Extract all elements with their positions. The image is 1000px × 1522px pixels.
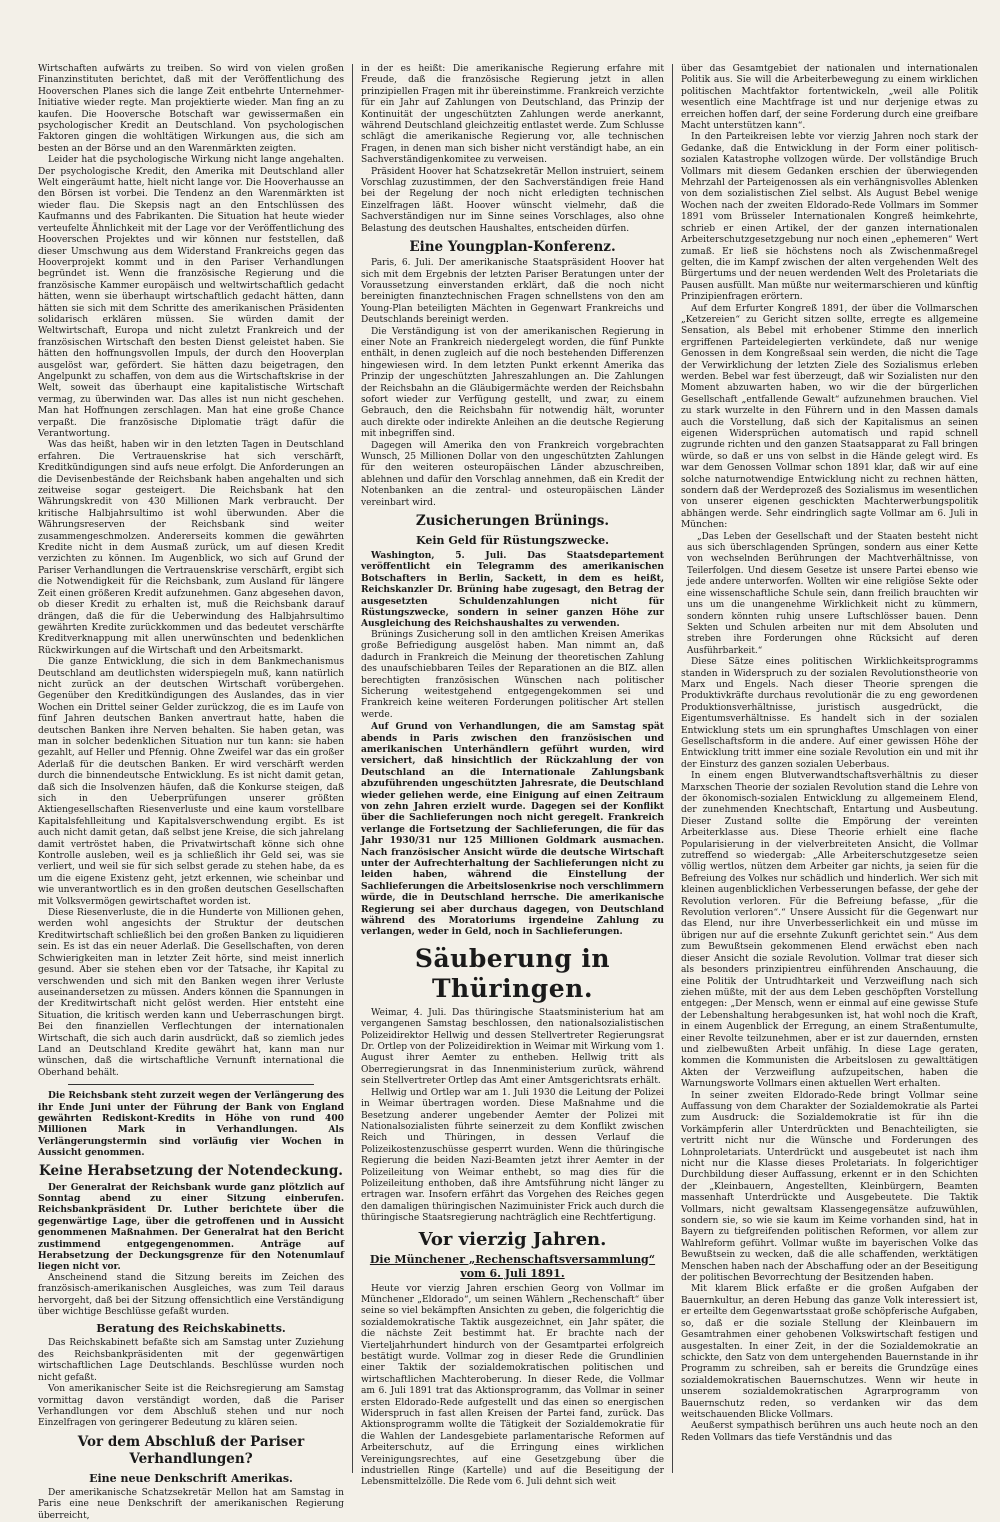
article-paragraph: Wirtschaften aufwärts zu treiben. So wird von vielen großen Finanzinstituten berichtet, daß mit der Veröffentlichung des Hooverschen Planes sich die lange Zeit entbehrte Unternehmer-Initiative wieder regte. Man projektierte wieder. Man fing an zu kaufen. Die Hooversche Botschaft war gewissermaßen ein psychologischer Kredit an Deutschland. Von psychologischen Faktoren gingen die wohltätigen Wirkungen aus, die sich am besten an der Börse und an den Warenmärkten zeigten.	[38, 64, 344, 154]
article-paragraph: Hellwig und Ortlep war am 1. Juli 1930 die Leitung der Polizei in Weimar übertragen worden. Diese Maßnahme und die Besetzung anderer ungebender Aemter der Polizei mit Nationalsozialisten führte seinerzeit zu dem Konflikt zwischen Reich und Thüringen, in dessen Verlauf die Polizeikostenzuschüsse gesperrt wurden. Wenn die thüringische Regierung die beiden Nazi-Beamten jetzt ihrer Aemter in der Polizeileitung von Weimar enthebt, so mag dies für die Polizeileitung enthoben, daß ihre Amtsführung nicht länger zu ertragen war. Insofern erfährt das Vorgehen des Reiches gegen den damaligen thüringischen Nazimuinister Frick auch durch die thüringische Staatsregierung nachträglich eine Rechtfertigung.	[361, 1087, 664, 1224]
divider	[68, 1084, 314, 1085]
article-paragraph: Was das heißt, haben wir in den letzten Tagen in Deutschland erfahren. Die Vertrauenskrise hat sich verschärft, Kreditkündigungen sind aufs neue erfolgt. Die Anforderungen an die Devisenbestände der Reichsbank haben angehalten und sich zeitweise sogar gesteigert. Die Reichsbank hat den Währungskredit von 430 Millionen Mark verbraucht. Der kritische Halbjahrsultimo ist wohl überwunden. Aber die Währungsreserven der Reichsbank sind weiter zusammengeschmolzen. Andererseits kommen die gewährten Kredite nicht in dem Ausmaß zurück, um auf diesen Kredit verzichten zu können. Im Augenblick, wo sich auf Grund der Pariser Verhandlungen die Vertrauenskrise verschärft, ergibt sich die Notwendigkeit für die Reichsbank, zum Ausland für längere Zeit einen größeren Kredit aufzunehmen. Ganz abgesehen davon, ob dieser Kredit zu erhalten ist, muß die Reichsbank darauf drängen, daß die für die Ueberwindung des Halbjahrsultimo gewährten Kredite zurückkommen und das bedeutet verschärfte Kreditverknappung mit allen unerwünschten und bedenklichen Rückwirkungen auf die Wirtschaft und den Arbeitsmarkt.	[38, 440, 344, 656]
article-paragraph: Dagegen will Amerika den von Frankreich vorgebrachten Wunsch, 25 Millionen Dollar von den ungeschützten Zahlungen für den weiteren osteuropäischen Länder abzuschreiben, ablehnen und dafür den Vorschlag annehmen, daß ein Kredit der Notenbanken an die zentral- und osteuropäischen Länder vereinbart wird.	[361, 440, 664, 508]
headline-pariser-verhandlungen: Vor dem Abschluß der Pariser Verhandlungen?	[77, 1433, 305, 1467]
article-paragraph: über das Gesamtgebiet der nationalen und internationalen Politik aus. Sie will die Arbeiterbewegung zu einem wirklichen politischen Machtfaktor fortentwickeln, „weil alle Politik wesentlich eine Machtfrage ist und nur derjenige etwas zu erreichen hoffen darf, der seine Forderung durch eine greifbare Macht unterstützen kann“.	[681, 64, 978, 132]
article-paragraph: Die Reichsbank steht zurzeit wegen der Verlängerung des ihr Ende Juni unter der Führung der Bank von England gewährten Rediskont-Kredits in Höhe von rund 400 Millionen Mark in Verhandlungen. Als Verlängerungstermin sind vorläufig vier Wochen in Aussicht genommen.	[38, 1090, 344, 1159]
headline-saeuberung: Säuberung in Thüringen.	[414, 943, 611, 1003]
headline-bruening: Zusicherungen Brünings.	[415, 513, 610, 530]
article-paragraph: In den Parteikreisen lebte vor vierzig Jahren noch stark der Gedanke, daß die Entwicklung in der Form einer politisch-sozialen Katastrophe vollzogen würde. Der vollständige Bruch Vollmars mit diesem Gedanken erschien der überwiegenden Mehrzahl der Parteigenossen als ein verhängnisvolles Ablenken von dem sozialistischen Ziel selbst. Als August Bebel wenige Wochen nach der zweiten Eldorado-Rede Vollmars im Sommer 1891 vom Brüsseler Internationalen Kongreß heimkehrte, schrieb er einen Artikel, der der ganzen internationalen Arbeiterschutzgesetzgebung nur noch einen „ephemeren“ Wert zumaß. Er ließ sie höchstens noch als Zwischenmaßregel gelten, die im Kampf zwischen der alten vergehenden Welt des Bürgertums und der neuen werdenden Welt des Proletariats die Pausen ausfüllt. Man müßte nur weitermarschieren und künftig Prinzipienfragen erörtern.	[681, 132, 978, 303]
article-paragraph: Diese Sätze eines politischen Wirklichkeitsprogramms standen in Widerspruch zu der sozialen Revolutionstheorie von Marx und Engels. Nach dieser Theorie sprengen die Produktivkräfte durchaus revolutionär die zu eng gewordenen Produktionsverhältnisse, juristisch ausgedrückt, die Eigentumsverhältnisse. Es handelt sich in der sozialen Entwicklung stets um ein sprunghaftes Umschlagen von einer Gesellschaftsform in die andere. Auf einer gewissen Höhe der Entwicklung tritt immer eine soziale Revolution ein und mit ihr der Einsturz des ganzen sozialen Ueberbaus.	[681, 657, 978, 770]
article-paragraph: In seiner zweiten Eldorado-Rede bringt Vollmar seine Auffassung von dem Charakter der Sozialdemokratie als Partei zum Ausdruck: die Sozialdemokratie ist für ihn die Vorkämpferin aller Unterdrückten und Benachteiligten, sie vertritt nicht nur die Wünsche und Forderungen des Lohnproletariats. Unterdrückt und ausgebeutet ist nach ihm nicht nur die Klasse dieses Proletariats. In folgerichtiger Durchbildung dieser Auffassung, erkennt er in den Schichten der „Kleinbauern, Angestellten, Kleinbürgern, Beamten massenhaft Unterdrückte und Ausgebeutete. Die Taktik Vollmars, nicht gewaltsam Klassengegensätze aufzuwühlen, sondern sie, so wie sie kaum im Keime vorhanden sind, hat in Bayern zu tiefgreifenden politischen Reformen, vor allem zur Wahlreform geführt. Vollmar wußte im bayerischen Volke das Bewußtsein zu wecken, daß die alle schaffenden, werktätigen Menschen haben nach der Abschaffung oder an der Beseitigung der politischen Bevorrechtung der Besitzenden haben.	[681, 1090, 978, 1284]
article-paragraph: Heute vor vierzig Jahren erschien Georg von Vollmar im Münchener „Eldorado“, um seinen Wählern „Rechenschaft“ über seine so viel bekämpften Ansichten zu geben, die folgerichtig die sozialdemokratische Taktik ausgezeichnet, ein Jahr später, die die nächste Zeit bestimmt hat. Er brachte nach der Vierteljahrhundert hindurch von der Gesamtpartei erfolgreich bestätigt wurde. Vollmar zog in dieser Rede die Grundlinien einer Taktik der sozialdemokratischen politischen und wirtschaftlichen Machteroberung. In dieser Rede, die Vollmar am 6. Juli 1891 trat das Aktionsprogramm, das Vollmar in seiner ersten Eldorado-Rede aufgestellt und das einen so energischen Widerspruch in fast allen Kreisen der Partei fand, zurück. Das Aktionsprogramm wollte die Tätigkeit der Sozialdemokratie für die Wahlen der Landesgebiete parlamentarische Reformen auf Arbeiterschutz, auf die Erringung eines wirklichen Vereinigungsrechtes, auf eine Gesetzgebung über die industriellen Ringe (Kartelle) und auf die Beseitigung der Lebensmittelzölle. Die Rede vom 6. Juli dehnt sich weit	[361, 1283, 664, 1488]
headline-youngplan: Eine Youngplan-Konferenz.	[409, 239, 616, 256]
headline-vor-vierzig-jahren: Vor vierzig Jahren.	[418, 1228, 607, 1250]
article-paragraph: Präsident Hoover hat Schatzsekretär Mellon instruiert, seinem Vorschlag zuzustimmen, der den Sachverständigen freie Hand bei der Regelung der noch nicht erledigten technischen Einzelfragen läßt. Hoover wünscht vielmehr, daß die Sachverständigen nur im Sinne seines Vorschlages, also ohne Belastung des deutschen Haushaltes, entscheiden dürfen.	[361, 166, 664, 234]
article-paragraph: in der es heißt: Die amerikanische Regierung erfahre mit Freude, daß die französische Regierung jetzt in allen prinzipiellen Fragen mit ihr übereinstimme. Frankreich verzichte für ein Jahr auf Zahlungen von Deutschland, das Prinzip der Kontinuität der ungeschützten Zahlungen werde anerkannt, während Deutschland gleichzeitig entlastet werde. Zum Schlusse schlägt die amerikanische Regierung vor, alle technischen Fragen, in denen man sich bisher nicht verständigt habe, an ein Sachverständigenkomitee zu verweisen.	[361, 64, 664, 166]
article-paragraph: Der amerikanische Schatzsekretär Mellon hat am Samstag in Paris eine neue Denkschrift der amerikanischen Regierung überreicht,	[38, 1487, 344, 1521]
article-paragraph: Brünings Zusicherung soll in den amtlichen Kreisen Amerikas große Befriedigung ausgelöst haben. Man nimmt an, daß dadurch in Frankreich die Meinung der theoretischen Zahlung des unaufschiebbaren Teiles der Reparationen an die BIZ. allen berechtigten französischen Wünschen nach politischer Sicherung weitestgehend entgegengekommen sei und Frankreich keine weiteren Forderungen politischer Art stellen werde.	[361, 629, 664, 720]
article-paragraph: Auf Grund von Verhandlungen, die am Samstag spät abends in Paris zwischen den französischen und amerikanischen Unterhändlern geführt wurden, wird versichert, daß hinsichtlich der Rückzahlung der von Deutschland an die Internationale Zahlungsbank abzuführenden ungeschützten Jahresrate, die Deutschland wieder geliehen werde, eine Einigung auf einen Zeitraum von zehn Jahren erzielt wurde. Dagegen sei der Konflikt über die Sachlieferungen noch nicht geregelt. Frankreich verlange die Fortsetzung der Sachlieferungen, die für das Jahr 1930/31 nur 125 Millionen Goldmark ausmachen. Nach französischer Ansicht würde die deutsche Wirtschaft unter der Aufrechterhaltung der Sachlieferungen nicht zu leiden haben, während die Einstellung der Sachlieferungen die Arbeitslosenkrise noch verschlimmern würde, die in Deutschland herrsche. Die amerikanische Regierung sei aber durchaus dagegen, von Deutschland während des Moratoriums irgendeine Zahlung zu verlangen, weder in Geld, noch in Sachlieferungen.	[361, 721, 664, 938]
column-right	[672, 64, 986, 1473]
article-paragraph: Diese Riesenverluste, die in die Hunderte von Millionen gehen, werden wohl angesichts der Struktur der deutschen Kreditwirtschaft schließlich bei den großen Banken zu liquidieren sein. Es ist das ein neuer Aderlaß. Die Gesellschaften, von deren Schwierigkeiten man in letzter Zeit hörte, sind meist innerlich gesund. Aber sie stehen eben vor der Tatsache, ihr Kapital zu verschwenden und sich mit den Banken wegen ihrer Verluste auseinandersetzen zu müssen. Anders können die Spannungen in der Kreditwirtschaft nicht gelöst werden. Hier entsteht eine Situation, die kritisch werden kann und Ueberraschungen birgt. Bei den finanziellen Verflechtungen der internationalen Wirtschaft, die sich auch darin ausdrückt, daß so ziemlich jedes Land an Deutschland Kredite gewährt hat, kann man nur wünschen, daß die wirtschaftliche Vernunft international die Oberhand behält.	[38, 908, 344, 1078]
article-paragraph: Die ganze Entwicklung, die sich in dem Bankmechanismus Deutschland am deutlichsten widerspiegeln muß, kann natürlich nicht zurück an der deutschen Wirtschaft vorübergehen. Gegenüber den Kreditkündigungen des Auslandes, das in vier Wochen ein Drittel seiner Gelder zurückzog, die es im Laufe von fünf Jahren deutschen Banken anvertraut hatte, haben die deutschen Banken ihre Nerven behalten. Sie haben getan, was man in solcher bedenklichen Situation nur tun kann: sie haben gezahlt, auf Heller und Pfennig. Ohne Zweifel war das ein großer Aderlaß für die deutschen Banken. Er wird verschärft werden durch die binnendeutsche Entwicklung. Es ist nicht damit getan, daß sich die Insolvenzen häufen, daß die Konkurse steigen, daß sich in den Ueberprüfungen unserer größten Aktiengesellschaften Riesenverluste und eine kaum vorstellbare Kapitalsfehlleitung und Kapitalsverschwendung ergibt. Es ist auch nicht damit getan, daß selbst jene Kreise, die sich jahrelang damit vertröstet haben, die Privatwirtschaft könne sich ohne Kontrolle ausleben, weil es ja schließlich ihr Geld sei, was sie verliert, und weil sie für sich selbst gerade zu stehen habe, da es um die eigene Existenz geht, jetzt erkennen, wie scheinbar und wie unverantwortlich es in den großen deutschen Gesellschaften mit Volksvermögen gewirtschaftet worden ist.	[38, 657, 344, 907]
article-paragraph: Auf dem Erfurter Kongreß 1891, der über die Vollmarschen „Ketzereien“ zu Gericht sitzen sollte, erregte es allgemeine Sensation, als Bebel mit erhobener Stimme den innerlich ergriffenen Parteidelegierten verkündete, daß nur wenige Genossen in dem Kongreßsaal sein werden, die nicht die Tage der Verwirklichung der letzten Ziele des Sozialismus erleben werden. Bebel war fest überzeugt, daß wir Sozialisten nur den Moment abzuwarten haben, wo wir die der bürgerlichen Gesellschaft „entfallende Gewalt“ aufzunehmen brauchen. Viel zu stark wurzelte in den Führern und in den Massen damals auch die Vorstellung, daß sich der Kapitalismus an seinen eigenen Widersprüchen automatisch und rapid schnell zugrunde richten und den ganzen Staatsapparat zu Fall bringen würde, so daß er uns von selbst in die Hände gelegt wird. Es war dem Genossen Vollmar schon 1891 klar, daß wir auf eine solche naturnotwendige Entwicklung nicht zu rechnen hätten, sondern daß der Werdeprozeß des Sozialismus im wesentlichen von unserer eigenen geschickten Machterwerbungspolitik abhängen werde. Sehr eindringlich sagte Vollmar am 6. Juli in München:	[681, 303, 978, 531]
article-paragraph: Anscheinend stand die Sitzung bereits im Zeichen des französisch-amerikanischen Ausgleiches, was zum Teil daraus hervorgeht, daß bei der Sitzung offensichtlich eine Verständigung über wichtige Beschlüsse gefaßt wurden.	[38, 1272, 344, 1318]
article-paragraph: In einem engen Blutverwandtschaftsverhältnis zu dieser Marxschen Theorie der sozialen Revolution stand die Lehre von der ökonomisch-sozialen Entwicklung zu allgemeinem Elend, der zunehmenden Knechtschaft, Entartung und Ausbeutung. Dieser Zustand sollte die Empörung der vereinten Arbeiterklasse aus. Diese Theorie erhielt eine flache Popularisierung in der vielverbreiteten Ansicht, die Vollmar zutreffend so wiedergab: „Alle Arbeiterschutzgesetze seien völlig wertlos, nützen dem Arbeiter gar nichts, ja seien für die Befreiung des Volkes nur schädlich und hinderlich. Wer sich mit kleinen augenblicklichen Verbesserungen befasse, der gehe der Revolution verloren. Für die Befreiung befasse, „für die Revolution verloren“.“ Unsere Aussicht für die Gegenwart nur das Elend, nur ihre Unverbesserlichkeit ein und müsse im übrigen nur auf die ersehnte Zukunft gerichtet sein.“ Aus dem zum Bewußtsein gekommenen Elend erwächst eben nach dieser Ansicht die soziale Revolution. Vollmar trat dieser sich als besonders prinzipientreu einführenden Anschauung, die eine Politik der Untrudhtarkeit und Verzweiflung nach sich ziehen müßte, mit der aus dem Leben geschöpften Vorstellung entgegen: „Der Mensch, wenn er einmal auf eine gewisse Stufe der Lebenshaltung herabgesunken ist, hat wohl noch die Kraft, in einem Augenblick der Erregung, an einem Straßentumulte, einer Revolte teilzunehmen, aber er ist zur dauernden, ernsten und zielbewußten Arbeit unfähig. In diese Lage geraten, kommen die Kommunisten die Arbeitslosen zu gewalttätigen Akten der Verzweiflung aufzupeitschen, haben die Warnungsworte Vollmars einen aktuellen Wert erhalten.	[681, 771, 978, 1090]
article-paragraph: Aeußerst sympathisch berühren uns auch heute noch an den Reden Vollmars das tiefe Verständnis und das	[681, 1421, 978, 1443]
article-paragraph: Die Verständigung ist von der amerikanischen Regierung in einer Note an Frankreich niedergelegt worden, die fünf Punkte enthält, in denen zugleich auf die noch bestehenden Differenzen hingewiesen wird. In dem letzten Punkt erkennt Amerika das Prinzip der ungeschützten Jahreszahlungen an. Die Zahlungen der Reichsbahn an die Gläubigermächte werden der Reichsbahn sofort wieder zur Verfügung gestellt, und zwar, zu einem Gebrauch, den die Reichsbahn für notwendig hält, worunter auch direkte oder indirekte Anleihen an die deutsche Regierung mit inbegriffen sind.	[361, 326, 664, 440]
article-paragraph: Weimar, 4. Juli. Das thüringische Staatsministerium hat am vergangenen Samstag beschlossen, den nationalsozialistischen Polizeidirektor Hellwig und dessen Stellvertreter Regierungsrat Dr. Ortlep von der Polizeidirektion in Weimar mit Wirkung vom 1. August ihrer Aemter zu entheben. Hellwig tritt als Oberregierungsrat in das Innenministerium zurück, während sein Stellvertreter Ortlep das Amt einer Amtsgerichtsrats erhält.	[361, 1007, 664, 1087]
subheadline-ruestung: Kein Geld für Rüstungszwecke.	[416, 534, 609, 548]
column-left	[30, 64, 352, 1521]
article-paragraph: Der Generalrat der Reichsbank wurde ganz plötzlich auf Sonntag abend zu einer Sitzung einberufen. Reichsbankpräsident Dr. Luther berichtete über die gegenwärtige Lage, über die getroffenen und in Aussicht genommenen Maßnahmen. Der Generalrat hat den Bericht zustimmend entgegengenommen. Anträge auf Herabsetzung der Deckungsgrenze für den Notenumlauf liegen nicht vor.	[38, 1181, 344, 1273]
column-middle	[352, 64, 672, 1488]
article-paragraph: Das Reichskabinett befaßte sich am Samstag unter Zuziehung des Reichsbankpräsidenten mit der gegenwärtigen wirtschaftlichen Lage Deutschlands. Beschlüsse wurden noch nicht gefaßt.	[38, 1338, 344, 1383]
quotation-paragraph: „Das Leben der Gesellschaft und der Staaten besteht nicht aus sich überschlagenden Sprüngen, sondern aus einer Kette von wechselnden Berührungen der Machtverhältnisse, von Teilerfolgen. Und diesem Gesetze ist unsere Partei ebenso wie jede andere unterworfen. Wollten wir eine religiöse Sekte oder eine wissenschaftliche Schule sein, dann freilich brauchten wir uns um die unangenehme Wirklichkeit nicht zu kümmern, sondern könnten ruhig unsere Luftschlösser bauen. Denn Sekten und Schulen arbeiten nur mit dem Absoluten und streben ihre Forderungen ohne Rücksicht auf deren Ausführbarkeit.“	[687, 531, 978, 656]
article-paragraph: Leider hat die psychologische Wirkung nicht lange angehalten. Der psychologische Kredit, den Amerika mit Deutschland aller Welt eingeräumt hatte, hielt nicht lange vor. Die Hooverhausse an den Börsen ist vorbei. Die Tendenz an den Warenmärkten ist wieder flau. Die Skepsis nagt an den Entschlüssen des Kaufmanns und des Fabrikanten. Die Situation hat heute wieder verteufelte Ähnlichkeit mit der Lage vor der Veröffentlichung des Hooverschen Projektes und wir können nur feststellen, daß dieser Umschwung aus dem Widerstand Frankreichs gegen das Hooverprojekt kommt und in den Pariser Verhandlungen begründet ist. Wenn die französische Regierung und die französische Kammer europäisch und weltwirtschaftlich gedacht hätten, wenn sie überhaupt wirtschaftlich gedacht hätten, dann hätten sie sich mit dem Schritte des amerikanischen Präsidenten solidarisch erklären müssen. Sie würden damit der Weltwirtschaft, Europa und nicht zuletzt Frankreich und der französischen Wirtschaft den besten Dienst geleistet haben. Sie hätten den hoffnungsvollen Impuls, der durch den Hooverplan ausgelöst war, gefördert. Sie hätten dazu beigetragen, den Angelpunkt zu schaffen, von dem aus die Wirtschaftskrise in der Welt, soweit das überhaupt eine kapitalistische Wirtschaft vermag, zu überwinden war. Das alles ist nun nicht geschehen. Man hat Hoffnungen zerschlagen. Man hat eine große Chance verpaßt. Die französische Diplomatie trägt dafür die Verantwortung.	[38, 155, 344, 439]
headline-reichskabinett: Beratung des Reichskabinetts.	[96, 1322, 286, 1336]
article-paragraph: Mit klarem Blick erfaßte er die großen Aufgaben der Bauernkultur, an deren Hebung das ganze Volk interessiert ist, er erteilte dem Gegenwartsstaat große schöpferische Aufgaben, so, daß er die soziale Stellung der Kleinbauern im Gesamtrahmen einer gehobenen Volkswirtschaft festigen und ausgestalten. In einer Zeit, in der die Sozialdemokratie an schickte, den Satz von dem untergehenden Bauernstande in ihr Programm zu schreiben, sah er bereits die Grundzüge eines sozialdemokratischen Bauernschutzes. Wenn wir heute in unserem sozialdemokratischen Agrarprogramm von Bauernschutz reden, so verdanken wir das dem weitschauenden Blicke Vollmars.	[681, 1284, 978, 1420]
subheadline-denkschrift: Eine neue Denkschrift Amerikas.	[89, 1471, 293, 1485]
article-paragraph: Washington, 5. Juli. Das Staatsdepartement veröffentlicht ein Telegramm des amerikanischen Botschafters in Berlin, Sackett, in dem es heißt, Reichskanzler Dr. Brüning habe zugesagt, den Betrag der ausgesetzten Schuldenzahlungen nicht für Rüstungszwecke, sondern in seiner ganzen Höhe zur Ausgleichung des Reichshaushaltes zu verwenden.	[361, 550, 664, 630]
headline-notendeckung: Keine Herabsetzung der Notendeckung.	[39, 1162, 343, 1179]
article-paragraph: Von amerikanischer Seite ist die Reichsregierung am Samstag vormittag davon verständigt worden, daß die Pariser Verhandlungen vor dem Abschluß stehen und nur noch Einzelfragen von geringerer Bedeutung zu klären seien.	[38, 1384, 344, 1429]
article-paragraph: Paris, 6. Juli. Der amerikanische Staatspräsident Hoover hat sich mit dem Ergebnis der letzten Pariser Beratungen unter der Voraussetzung einverstanden erklärt, daß die noch nicht bereinigten finanztechnischen Fragen schnellstens von den am Young-Plan beteiligten Mächten in Gegenwart Frankreichs und Deutschlands bereinigt werden.	[361, 258, 664, 326]
subheadline-rechenschaftsversammlung: Die Münchener „Rechenschaftsversammlung“ vom 6. Juli 1891.	[369, 1252, 656, 1280]
